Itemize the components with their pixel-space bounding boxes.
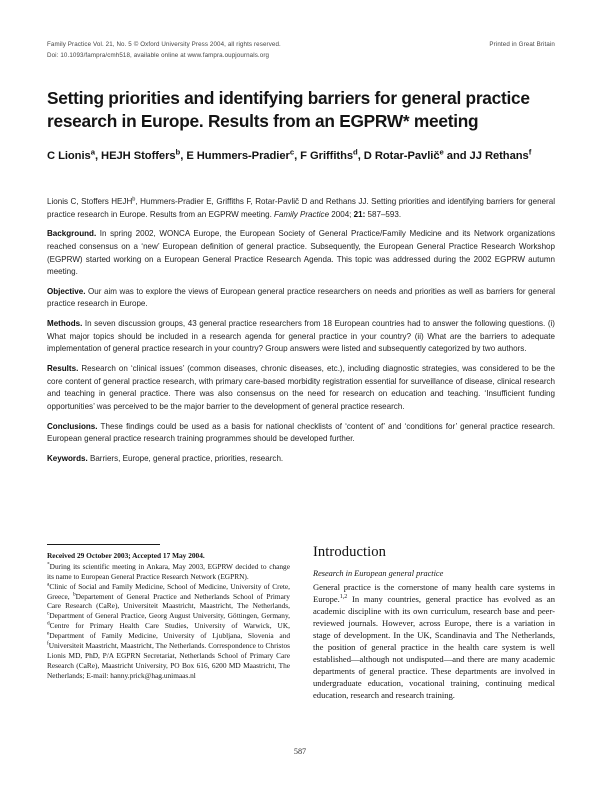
introduction-subheading: Research in European general practice <box>313 569 444 579</box>
self-citation: Lionis C, Stoffers HEJH$^b$, Hummers-Pradier E, Griffiths F, Rotar-Pavlič D and Rethans JJ. Setting priorities and identifying barriers for general practice research in Europe. Results from an EGPRW meeting. Family Practice 2004; 21: 587–593. <box>47 196 555 219</box>
introduction-column <box>313 544 555 701</box>
affiliations-note: $^a$Clinic of Social and Family Medicine, School of Medicine, University of Crete, Greece, $^b$Departement of General Practice and Netherlands School of Primary Care Research (CaRe), Universiteit Maastricht, Maastricht, The Netherlands, $^c$Department of General Practice, Georg August University, Göttingen, Germany, $^d$Centre for Primary Health Care Studies, University of Warwick, UK, $^e$Department of Family Medicine, University of Ljubljana, Slovenia and $^f$Universiteit Maastricht, Maastricht, The Netherlands. Correspondence to Christos Lionis MD, PhD, P/A EGPRN Secretariat, Netherlands School of Primary Care Research (CaRe), Maastricht University, PO Box 616, 6200 MD Maastricht, The Netherlands; E-mail: hanny.prick@hag.unimaas.nl <box>47 581 290 680</box>
received-accepted-line: Received 29 October 2003; Accepted 17 May 2004. <box>47 551 205 560</box>
abstract-background <box>47 228 555 278</box>
abstract-objective-text: Our aim was to explore the views of European general practice researchers on needs and priorities as well as barriers for general practice research in Europe. <box>47 286 555 309</box>
page-number: 587 <box>293 747 307 756</box>
abstract-methods <box>47 318 555 356</box>
asterisk-footnote: *During its scientific meeting in Ankara, May 2003, EGPRW decided to change its name to European General Practice Research Network (EGPRN). <box>47 561 290 581</box>
two-column-region <box>47 544 555 759</box>
abstract-results-text: Research on ‘clinical issues’ (common diseases, chronic diseases, etc.), including diagnostic strategies, was considered to be the core content of general practice research, with primary care-based morbidity registration essential for surveillance of disease, clinical research and teaching in general practice. There was also consensus on the need for research on education and teaching. ‘Insufficient funding opportunities’ was perceived to be the major barrier to the development of general practice research. <box>47 364 555 411</box>
abstract-conclusions <box>47 421 555 446</box>
doi-line: Doi: 10.1093/fampra/cmh518, available online at www.fampra.oupjournals.org <box>47 51 270 59</box>
abstract-keywords-label: Keywords. <box>47 453 88 463</box>
abstract-block <box>47 196 555 466</box>
running-head <box>47 40 555 62</box>
abstract-conclusions-label: Conclusions. <box>47 421 98 431</box>
abstract-results <box>47 363 555 413</box>
footnotes-block <box>47 551 290 680</box>
abstract-results-label: Results. <box>47 364 79 374</box>
abstract-keywords <box>47 453 555 466</box>
footnote-divider <box>47 544 160 545</box>
abstract-objective-label: Objective. <box>47 286 86 296</box>
printed-in-line: Printed in Great Britain <box>489 41 555 48</box>
abstract-methods-text: In seven discussion groups, 43 general practice researchers from 18 European countries had to answer the following questions. (i) What major topics should be included in a research agenda for general practice in your country? (ii) What are the barriers to adequate implementation of general practice research in your country? Group answers were listed and subsequently categorized by two authors. <box>47 319 555 354</box>
introduction-heading: Introduction <box>313 544 387 560</box>
paper-title: Setting priorities and identifying barriers for general practice research in Europe. Results from an EGPRW* meeting <box>47 87 530 131</box>
footnote-column <box>47 544 290 680</box>
introduction-paragraph: General practice is the cornerstone of many health care systems in Europe.$^{1,2}$ In many countries, general practice has evolved as an academic discipline with its own curriculum, research base and peer-reviewed journals. However, across Europe, there is a variation in stage of development. In the UK, Scandinavia and The Netherlands, the position of general practice in the health care system is well established—although not undisputed—and there are many academic departments of general practice. These departments are involved in undergraduate education, vocational training, continuing medical education, research and research training. <box>313 581 555 700</box>
abstract-conclusions-text: These findings could be used as a basis for national checklists of ‘content of’ and ‘conditions for’ general practice research. European general practice research training programmes should be developed further. <box>47 421 555 444</box>
abstract-objective <box>47 286 555 311</box>
abstract-methods-label: Methods. <box>47 319 83 329</box>
abstract-keywords-text: Barriers, Europe, general practice, priorities, research. <box>89 453 284 463</box>
abstract-background-label: Background. <box>47 229 97 239</box>
author-list: C Lionis$^a$, HEJH Stoffers$^b$, E Hummers-Pradier$^c$, F Griffiths$^d$, D Rotar-Pavlič$^e$ and JJ Rethans$^f$ <box>47 147 532 162</box>
abstract-background-text: In spring 2002, WONCA Europe, the European Society of General Practice/Family Medicine and its Network organizations reached consensus on a ‘new’ European definition of general practice. Subsequently, the European General Practice Research Workshop (EGPRW) started working on a European General Practice Research Agenda. This topic was addressed during the 2002 EGPRW autumn meeting. <box>47 229 555 277</box>
journal-copyright-line: Family Practice Vol. 21, No. 5 © Oxford University Press 2004, all rights reserved. <box>47 41 281 48</box>
